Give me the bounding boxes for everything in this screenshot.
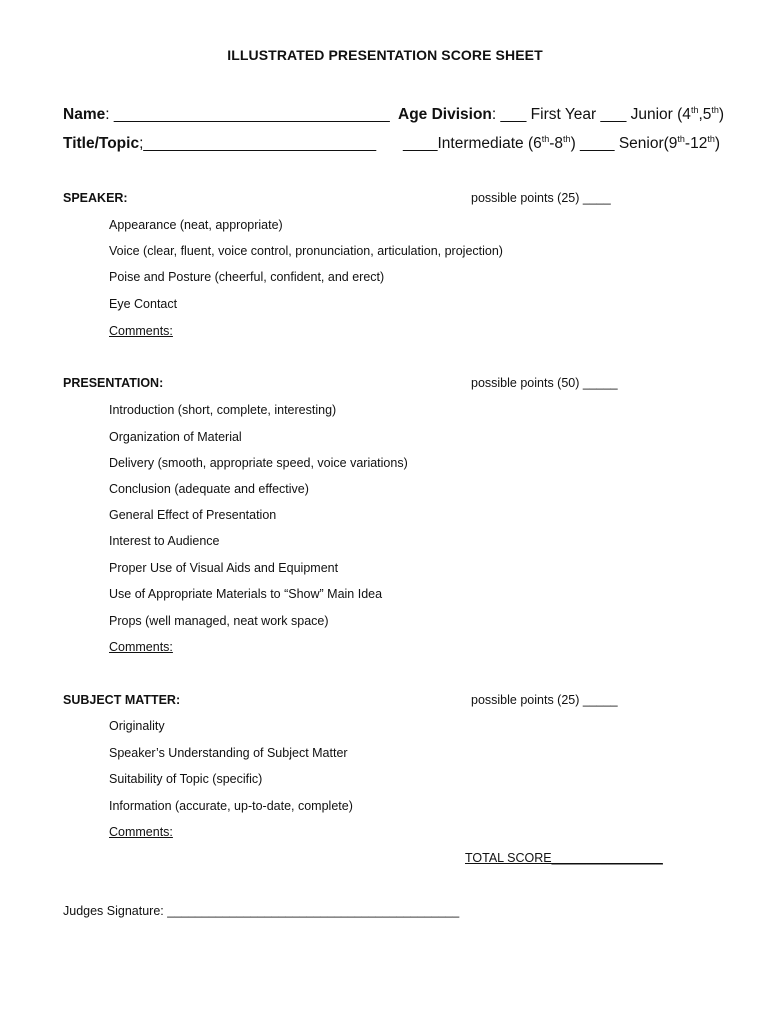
- presentation-points[interactable]: possible points (50) _____: [471, 376, 618, 390]
- criteria-item: Organization of Material: [109, 430, 242, 444]
- superscript: th: [541, 133, 550, 144]
- title-topic-field[interactable]: [63, 135, 376, 153]
- criteria-item: Interest to Audience: [109, 534, 220, 548]
- age-division-label: Age Division: [398, 106, 492, 123]
- superscript: th: [563, 133, 571, 144]
- age-division-field[interactable]: [398, 106, 724, 124]
- criteria-item: Eye Contact: [109, 297, 178, 311]
- criteria-item: Information (accurate, up-to-date, complete): [109, 799, 353, 813]
- criteria-item: Proper Use of Visual Aids and Equipment: [109, 561, 339, 575]
- criteria-item: Props (well managed, neat work space): [109, 614, 329, 628]
- name-label: Name: [63, 106, 106, 123]
- subject-matter-heading: SUBJECT MATTER:: [63, 693, 181, 707]
- speaker-heading: SPEAKER:: [63, 191, 128, 205]
- grade-eight: -8: [549, 135, 564, 152]
- speaker-points[interactable]: possible points (25) ____: [471, 191, 611, 205]
- judges-signature-field[interactable]: Judges Signature: __________________________________________: [63, 904, 460, 918]
- speaker-comments[interactable]: Comments:: [109, 324, 173, 338]
- title-topic-label: Title/Topic: [63, 135, 140, 152]
- superscript: th: [711, 104, 719, 115]
- criteria-item: Appearance (neat, appropriate): [109, 218, 283, 232]
- subject-matter-points[interactable]: possible points (25) _____: [471, 693, 618, 707]
- criteria-item: Delivery (smooth, appropriate speed, voice variations): [109, 456, 408, 470]
- criteria-item: Poise and Posture (cheerful, confident, and erect): [109, 270, 385, 284]
- paren: ): [718, 106, 725, 123]
- criteria-item: Use of Appropriate Materials to “Show” Main Idea: [109, 587, 383, 601]
- age-five: ,5: [698, 106, 712, 123]
- senior-option: ) ____ Senior(9: [570, 135, 678, 152]
- criteria-item: Voice (clear, fluent, voice control, pronunciation, articulation, projection): [109, 244, 503, 258]
- criteria-item: Conclusion (adequate and effective): [109, 482, 309, 496]
- criteria-item: Originality: [109, 719, 165, 733]
- superscript: th: [677, 133, 685, 144]
- intermediate-senior-options[interactable]: [403, 135, 720, 153]
- superscript: th: [690, 104, 699, 115]
- criteria-item: General Effect of Presentation: [109, 508, 277, 522]
- title-topic-blank: ;___________________________: [139, 135, 377, 152]
- grade-twelve: -12: [684, 135, 708, 152]
- total-score-field[interactable]: TOTAL SCORE________________: [465, 851, 663, 865]
- criteria-item: Suitability of Topic (specific): [109, 772, 263, 786]
- presentation-comments[interactable]: Comments:: [109, 640, 173, 654]
- presentation-heading: PRESENTATION:: [63, 376, 164, 390]
- superscript: th: [707, 133, 715, 144]
- name-blank: : ________________________________: [105, 106, 390, 123]
- criteria-item: Speaker’s Understanding of Subject Matter: [109, 746, 348, 760]
- document-title: ILLUSTRATED PRESENTATION SCORE SHEET: [227, 47, 543, 63]
- criteria-item: Introduction (short, complete, interesting): [109, 403, 337, 417]
- intermediate-option: ____Intermediate (6: [403, 135, 542, 152]
- subject-matter-comments[interactable]: Comments:: [109, 825, 173, 839]
- name-field[interactable]: [63, 106, 390, 124]
- age-division-options: : ___ First Year ___ Junior (4: [491, 106, 691, 123]
- paren: ): [714, 135, 721, 152]
